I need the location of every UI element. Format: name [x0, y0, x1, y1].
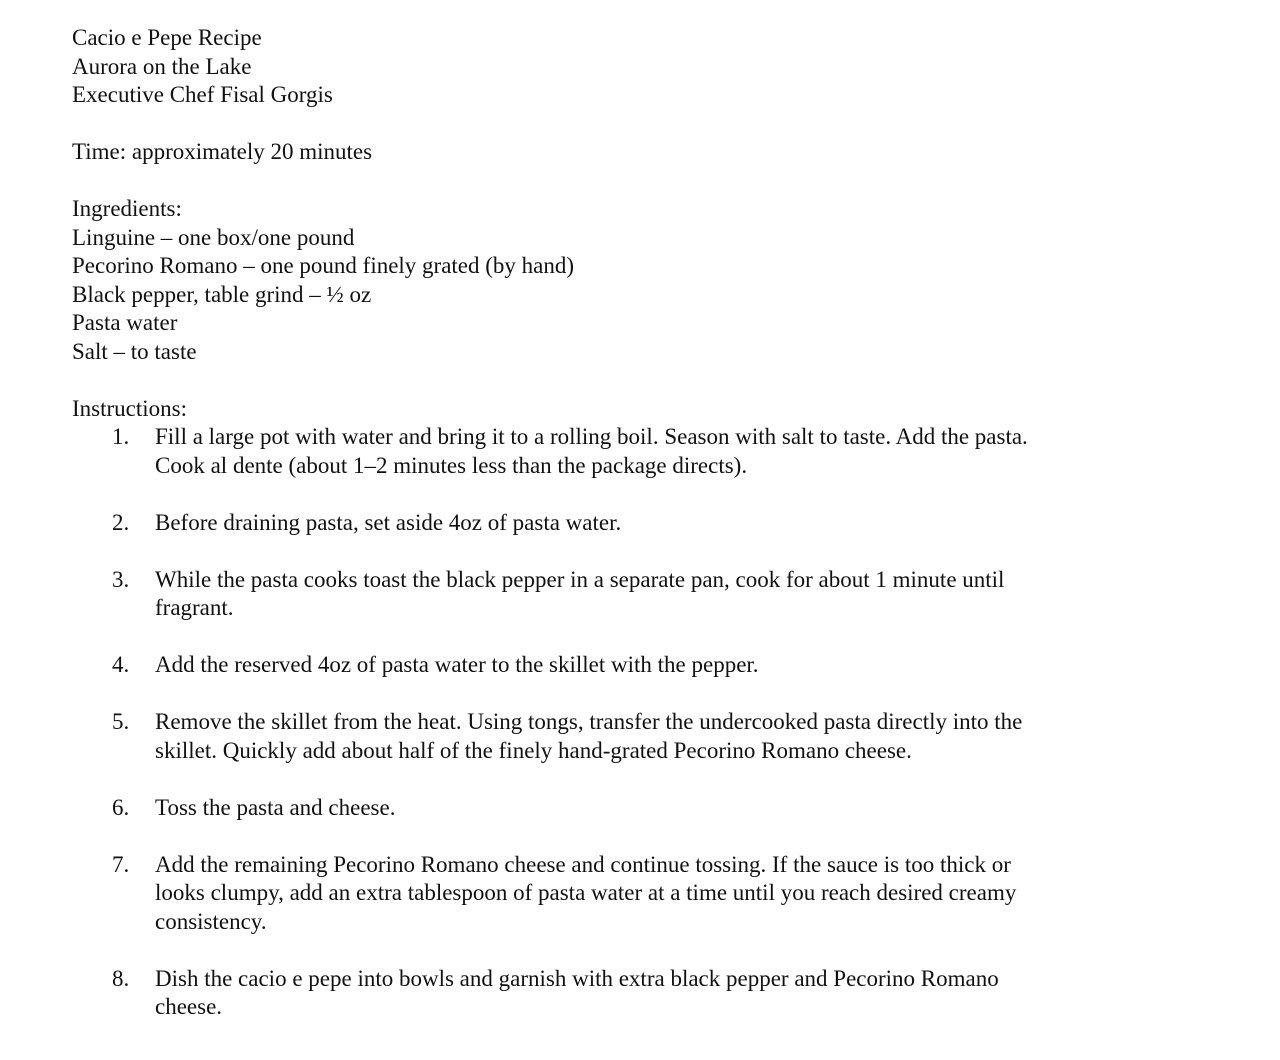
- step-text-line: Toss the pasta and cheese.: [155, 794, 396, 820]
- ingredient-item: Salt – to taste: [72, 338, 197, 364]
- step-text-line: Add the reserved 4oz of pasta water to the skillet with the pepper.: [155, 652, 759, 677]
- step-text-line: cheese.: [155, 994, 223, 1019]
- instruction-step: [72, 794, 1155, 823]
- ingredients-heading: Ingredients:: [72, 196, 182, 221]
- step-text-line: skillet. Quickly add about half of the finely hand-grated Pecorino Romano cheese.: [155, 737, 912, 763]
- instruction-step: [72, 965, 1155, 1022]
- instruction-step: [72, 708, 1155, 765]
- restaurant-name: Aurora on the Lake: [72, 53, 252, 79]
- step-text-line: looks clumpy, add an extra tablespoon of pasta water at a time until you reach desired creamy: [155, 880, 1017, 905]
- step-number: 3.: [112, 566, 130, 592]
- step-text-line: Before draining pasta, set aside 4oz of pasta water.: [155, 509, 622, 535]
- step-number: 2.: [112, 509, 130, 535]
- ingredient-item: Pecorino Romano – one pound finely grated (by hand): [72, 253, 575, 278]
- step-text-line: Cook al dente (about 1–2 minutes less than the package directs).: [155, 452, 748, 478]
- step-number: 1.: [112, 424, 130, 449]
- chef-name: Executive Chef Fisal Gorgis: [72, 82, 333, 107]
- instruction-step: [72, 651, 1155, 680]
- step-text-line: fragrant.: [155, 595, 234, 620]
- spacer: [72, 110, 1252, 139]
- ingredient-item: Linguine – one box/one pound: [72, 224, 355, 250]
- step-text-line: While the pasta cooks toast the black pepper in a separate pan, cook for about 1 minute until: [155, 566, 1005, 592]
- ingredient-item: Pasta water: [72, 310, 178, 335]
- instruction-step: [72, 423, 1155, 480]
- step-number: 7.: [112, 851, 130, 877]
- spacer: [72, 167, 1252, 196]
- step-text-line: Add the remaining Pecorino Romano cheese and continue tossing. If the sauce is too thick or: [155, 851, 1011, 877]
- step-text-line: Dish the cacio e pepe into bowls and garnish with extra black pepper and Pecorino Romano: [155, 965, 999, 991]
- ingredient-item: Black pepper, table grind – ½ oz: [72, 281, 372, 307]
- step-number: 8.: [112, 965, 130, 991]
- step-text-line: consistency.: [155, 908, 267, 934]
- instruction-step: [72, 566, 1155, 623]
- step-number: 5.: [112, 709, 130, 734]
- step-number: 4.: [112, 652, 130, 677]
- recipe-document: [72, 24, 1252, 1050]
- time-estimate: Time: approximately 20 minutes: [72, 139, 373, 164]
- instruction-step: [72, 509, 1155, 538]
- step-text-line: Fill a large pot with water and bring it to a rolling boil. Season with salt to taste. Add the pasta.: [155, 424, 1028, 449]
- instruction-step: [72, 851, 1155, 937]
- instructions-heading: Instructions:: [72, 395, 187, 421]
- instruction-list: [72, 423, 1252, 1022]
- spacer: [72, 366, 1252, 395]
- recipe-title: Cacio e Pepe Recipe: [72, 25, 262, 50]
- step-number: 6.: [112, 794, 130, 820]
- step-text-line: Remove the skillet from the heat. Using tongs, transfer the undercooked pasta directly into the: [155, 709, 1023, 734]
